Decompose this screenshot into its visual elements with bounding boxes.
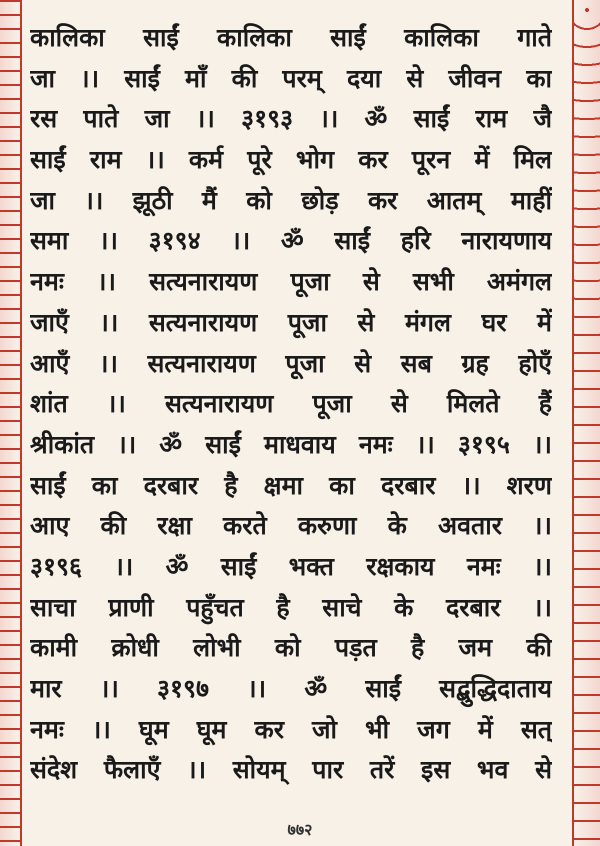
text-line: समा ।। ३१९४ ।। ॐ साईं हरि नारायणाय [30, 226, 552, 256]
devotional-text [30, 18, 552, 791]
text-line: जा ।। साईं माँ की परम् दया से जीवन का [30, 63, 552, 93]
text-line: नमः ।। सत्यनारायण पूजा से सभी अमंगल [30, 267, 552, 297]
text-line: जाएँ ।। सत्यनारायण पूजा से मंगल घर में [30, 307, 552, 337]
text-line: साईं का दरबार है क्षमा का दरबार ।। शरण [30, 470, 552, 500]
text-line: जा ।। झूठी मैं को छोड़ कर आतम् माहीं [30, 185, 552, 215]
text-line: संदेश फैलाएँ ।। सोयम् पार तरें इस भव से [30, 755, 552, 785]
text-line: ३१९६ ।। ॐ साईं भक्त रक्षकाय नमः ।। [30, 551, 552, 581]
page-number: ७७२ [287, 820, 313, 839]
text-line: मार ।। ३१९७ ।। ॐ साईं सद्बुद्धिदाताय [30, 674, 552, 703]
right-decorative-border [572, 0, 600, 846]
text-line: साईं राम ।। कर्म पूरे भोग कर पूरन में मिल [30, 145, 552, 175]
text-line: श्रीकांत ।। ॐ साईं माधवाय नमः ।। ३१९५ ।। [30, 429, 552, 459]
text-line: शांत ।। सत्यनारायण पूजा से मिलते हैं [30, 389, 552, 419]
text-line: आएँ ।। सत्यनारायण पूजा से सब ग्रह होएँ [30, 348, 552, 378]
text-line: साचा प्राणी पहुँचत है साचे के दरबार ।। [30, 592, 552, 622]
text-line: कामी क्रोधी लोभी को पड़त है जम की [30, 633, 552, 663]
text-line: रस पाते जा ।। ३१९३ ।। ॐ साईं राम जै [30, 104, 552, 134]
text-line: आए की रक्षा करते करुणा के अवतार ।। [30, 511, 552, 541]
text-line: कालिका साईं कालिका साईं कालिका गाते [30, 23, 552, 52]
text-line: नमः ।। घूम घूम कर जो भी जग में सत् [30, 714, 552, 744]
left-decorative-border [0, 0, 22, 846]
